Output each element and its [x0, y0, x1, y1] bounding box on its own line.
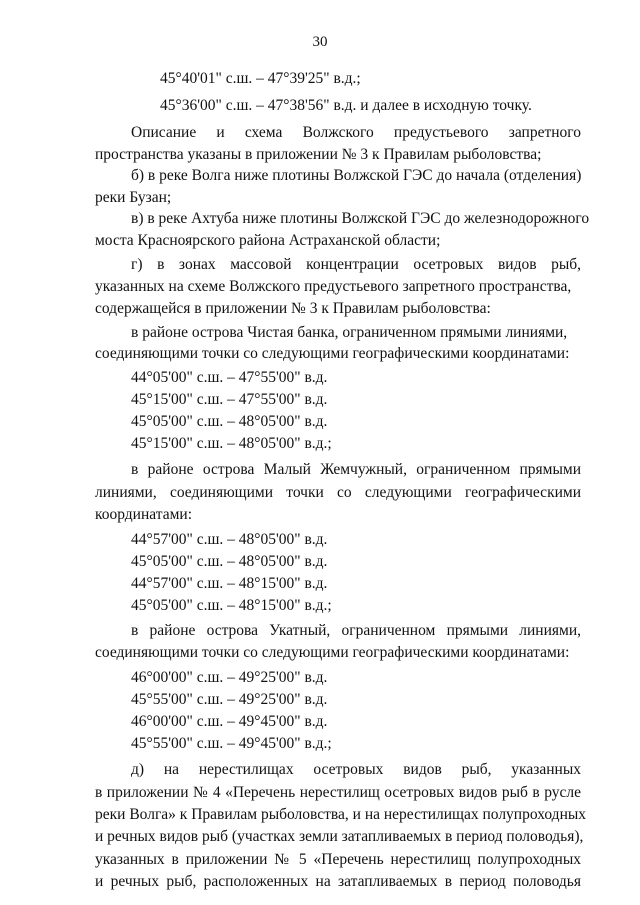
- coordinate-line: 45°36'00" с.ш. – 47°38'56" в.д. и далее в исходную точку.: [160, 97, 532, 114]
- coordinate-line: 45°05'00" с.ш. – 48°15'00" в.д.;: [131, 597, 332, 614]
- paragraph-line: линиями, соединяющими точки со следующими географическими: [95, 484, 581, 501]
- paragraph-line: указанных в приложении № 5 «Перечень нерестилищ полупроходных: [95, 851, 581, 868]
- paragraph-line: в районе острова Укатный, ограниченном прямыми линиями,: [131, 622, 581, 639]
- paragraph-line: б) в реке Волга ниже плотины Волжской ГЭС до начала (отделения): [131, 167, 582, 184]
- coordinate-line: 45°05'00" с.ш. – 48°05'00" в.д.: [131, 413, 328, 430]
- paragraph-line: содержащейся в приложении № 3 к Правилам рыболовства:: [95, 300, 491, 317]
- paragraph-line: соединяющими точки со следующими географическими координатами:: [95, 345, 570, 362]
- paragraph-line: в районе острова Малый Жемчужный, ограниченном прямыми: [131, 461, 581, 478]
- coordinate-line: 44°57'00" с.ш. – 48°05'00" в.д.: [131, 531, 328, 548]
- paragraph-line: указанных на схеме Волжского предустьевого запретного пространства,: [95, 278, 572, 295]
- coordinate-line: 45°15'00" с.ш. – 48°05'00" в.д.;: [131, 435, 332, 452]
- paragraph-line: реки Бузан;: [95, 189, 172, 206]
- coordinate-line: 45°05'00" с.ш. – 48°05'00" в.д.: [131, 553, 328, 570]
- coordinate-line: 46°00'00" с.ш. – 49°45'00" в.д.: [131, 713, 328, 730]
- coordinate-line: 45°55'00" с.ш. – 49°45'00" в.д.;: [131, 735, 332, 752]
- coordinate-line: 46°00'00" с.ш. – 49°25'00" в.д.: [131, 669, 328, 686]
- paragraph-line: в) в реке Ахтуба ниже плотины Волжской ГЭС до железнодорожного: [131, 210, 590, 227]
- paragraph-line: и речных рыб, расположенных на затапливаемых в период половодья: [95, 873, 581, 890]
- coordinate-line: 44°57'00" с.ш. – 48°15'00" в.д.: [131, 575, 328, 592]
- paragraph-line: координатами:: [95, 506, 192, 523]
- paragraph-line: моста Красноярского района Астраханской области;: [95, 232, 441, 249]
- coordinate-line: 45°15'00" с.ш. – 47°55'00" в.д.: [131, 391, 328, 408]
- paragraph-line: в приложении № 4 «Перечень нерестилищ осетровых видов рыб в русле: [95, 784, 581, 801]
- coordinate-line: 45°55'00" с.ш. – 49°25'00" в.д.: [131, 691, 328, 708]
- paragraph-line: пространства указаны в приложении № 3 к Правилам рыболовства;: [95, 146, 542, 163]
- paragraph-line: Описание и схема Волжского предустьевого запретного: [131, 124, 581, 141]
- page-number: 30: [312, 34, 328, 50]
- coordinate-line: 44°05'00" с.ш. – 47°55'00" в.д.: [131, 369, 328, 386]
- paragraph-line: соединяющими точки со следующими географическими координатами:: [95, 644, 570, 661]
- paragraph-line: д) на нерестилищах осетровых видов рыб, указанных: [131, 761, 581, 778]
- paragraph-line: в районе острова Чистая банка, ограниченном прямыми линиями,: [131, 324, 568, 341]
- paragraph-line: г) в зонах массовой концентрации осетровых видов рыб,: [131, 256, 581, 273]
- paragraph-line: и речных видов рыб (участках земли затапливаемых в период половодья),: [95, 828, 584, 845]
- paragraph-line: реки Волга» к Правилам рыболовства, и на нерестилищах полупроходных: [95, 806, 587, 823]
- coordinate-line: 45°40'01" с.ш. – 47°39'25" в.д.;: [160, 70, 361, 87]
